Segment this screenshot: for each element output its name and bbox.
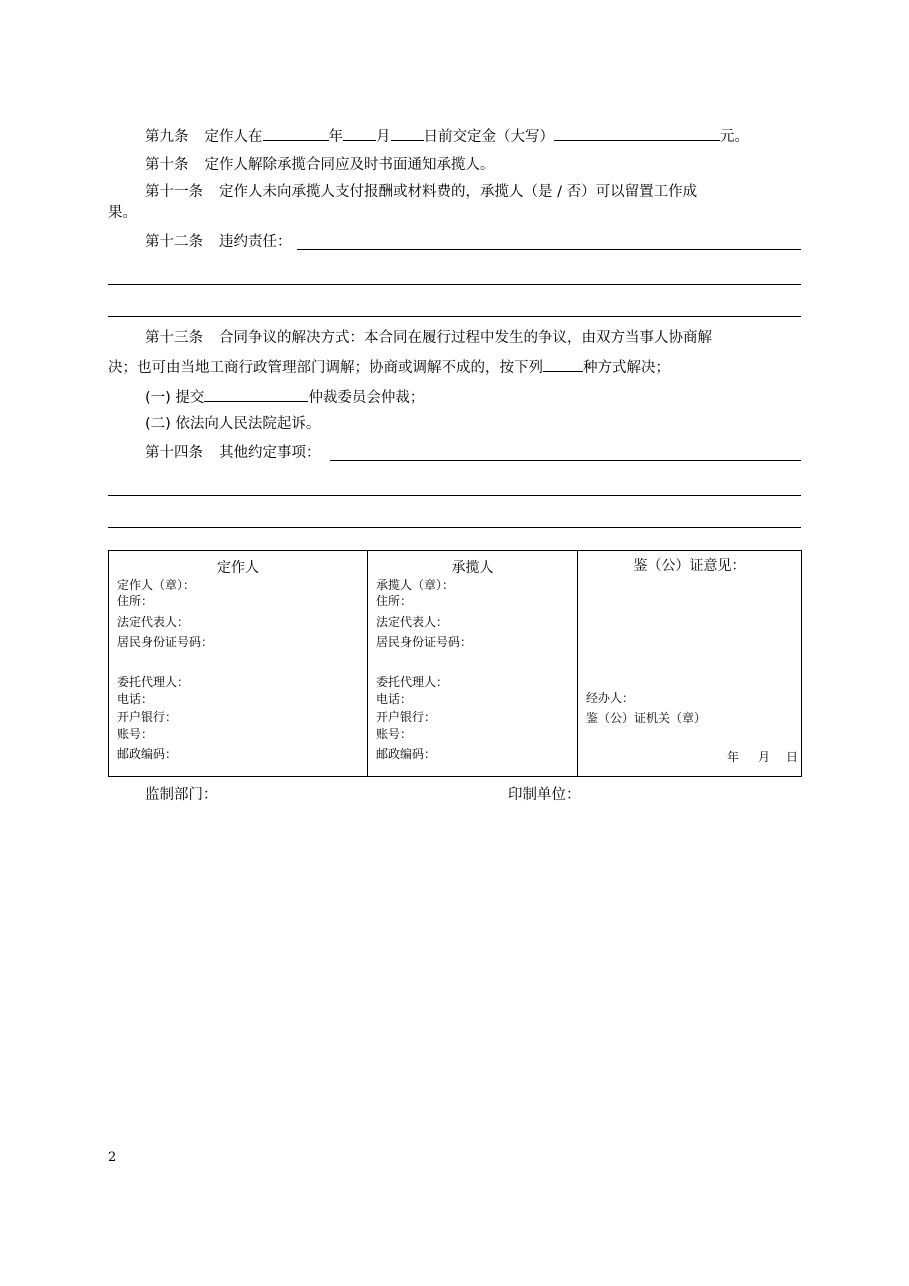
page-number: 2: [108, 1150, 117, 1165]
article-11-label: 第十一条: [145, 184, 203, 200]
undertaker-postcode-field[interactable]: 邮政编码：: [376, 747, 437, 761]
contractor-agent-field[interactable]: 委托代理人：: [117, 675, 190, 689]
notarization-date-month: 月: [758, 750, 771, 764]
liability-blank-line-1[interactable]: [297, 249, 801, 250]
printing-unit-label: 印制单位：: [508, 787, 581, 803]
article-9-text-5: 元。: [720, 129, 749, 145]
article-11-text-2: 果。: [108, 205, 137, 221]
undertaker-title: 承揽人: [451, 560, 494, 576]
other-terms-blank-line-2[interactable]: [108, 495, 801, 496]
contractor-title: 定作人: [217, 560, 259, 576]
signature-table: [108, 550, 802, 777]
contractor-id-number-field[interactable]: 居民身份证号码：: [117, 635, 214, 649]
liability-blank-line-3[interactable]: [108, 316, 801, 317]
article-14-label: 第十四条: [145, 445, 203, 461]
article-13-option-2: [145, 415, 320, 433]
article-13-label: 第十三条: [145, 330, 203, 346]
resolution-method-blank[interactable]: [543, 357, 583, 372]
liability-blank-line-2[interactable]: [108, 284, 801, 285]
article-13-text-2a: 决；也可由当地工商行政管理部门调解；协商或调解不成的，按下列: [108, 360, 543, 376]
article-12: [145, 233, 292, 251]
article-9-text-3: 月: [376, 129, 391, 145]
article-13-text-2b: 种方式解决；: [583, 360, 670, 376]
contractor-legal-rep-field[interactable]: 法定代表人：: [117, 615, 190, 629]
article-10-label: 第十条: [145, 157, 189, 173]
contractor-column: [109, 551, 368, 777]
article-14: [145, 444, 321, 462]
arbitration-committee-blank[interactable]: [204, 387, 308, 402]
article-9-text-4: 日前交定金（大写）: [423, 129, 554, 145]
deposit-month-blank[interactable]: [343, 126, 376, 141]
article-11-cont: [108, 204, 137, 222]
article-10-text: 定作人解除承揽合同应及时书面通知承揽人。: [204, 157, 495, 173]
notarization-column: [578, 551, 802, 777]
undertaker-agent-field[interactable]: 委托代理人：: [376, 675, 449, 689]
undertaker-account-field[interactable]: 账号：: [376, 727, 413, 741]
other-terms-blank-line-1[interactable]: [330, 460, 801, 461]
contractor-address-field[interactable]: 住所：: [117, 594, 154, 608]
article-9: [145, 126, 749, 146]
article-14-text: 其他约定事项：: [219, 445, 321, 461]
undertaker-bank-field[interactable]: 开户银行：: [376, 710, 437, 724]
contractor-phone-field[interactable]: 电话：: [117, 692, 154, 706]
notarization-authority-seal[interactable]: 鉴（公）证机关（章）: [586, 711, 707, 725]
deposit-day-blank[interactable]: [391, 126, 424, 141]
article-12-text: 违约责任：: [219, 234, 292, 250]
deposit-amount-blank[interactable]: [554, 126, 720, 141]
article-13-cont: [108, 357, 670, 377]
undertaker-id-number-field[interactable]: 居民身份证号码：: [376, 635, 473, 649]
article-12-label: 第十二条: [145, 234, 203, 250]
contractor-account-field[interactable]: 账号：: [117, 727, 154, 741]
article-10: [145, 156, 495, 174]
option-2-text: (二) 依法向人民法院起诉。: [145, 416, 321, 432]
undertaker-phone-field[interactable]: 电话：: [376, 692, 413, 706]
article-9-text-2: 年: [328, 129, 343, 145]
contractor-seal-field[interactable]: 定作人（章）：: [117, 578, 196, 592]
notarization-date-day: 日: [786, 750, 799, 764]
contractor-bank-field[interactable]: 开户银行：: [117, 710, 178, 724]
other-terms-blank-line-3[interactable]: [108, 527, 801, 528]
undertaker-address-field[interactable]: 住所：: [376, 594, 413, 608]
article-11-text-1: 定作人未向承揽人支付报酬或材料费的，承揽人（是 / 否）可以留置工作成: [219, 184, 698, 200]
article-13: [145, 329, 712, 347]
contractor-postcode-field[interactable]: 邮政编码：: [117, 747, 178, 761]
supervising-department-label: 监制部门：: [145, 787, 218, 803]
article-9-text-1: 定作人在: [204, 129, 263, 145]
notarization-title: 鉴（公）证意见：: [633, 558, 746, 574]
option-1-text-a: (一) 提交: [145, 390, 205, 406]
article-9-label: 第九条: [145, 129, 189, 145]
notarization-date-year: 年: [727, 750, 740, 764]
article-11: [145, 183, 697, 201]
deposit-year-blank[interactable]: [263, 126, 329, 141]
option-1-text-b: 仲裁委员会仲裁；: [308, 390, 425, 406]
undertaker-seal-field[interactable]: 承揽人（章）：: [376, 578, 455, 592]
undertaker-legal-rep-field[interactable]: 法定代表人：: [376, 615, 449, 629]
article-13-text-1: 合同争议的解决方式：本合同在履行过程中发生的争议，由双方当事人协商解: [219, 330, 712, 346]
notarization-handler-field[interactable]: 经办人：: [586, 691, 635, 705]
article-13-option-1: [145, 387, 424, 407]
undertaker-column: [368, 551, 578, 777]
